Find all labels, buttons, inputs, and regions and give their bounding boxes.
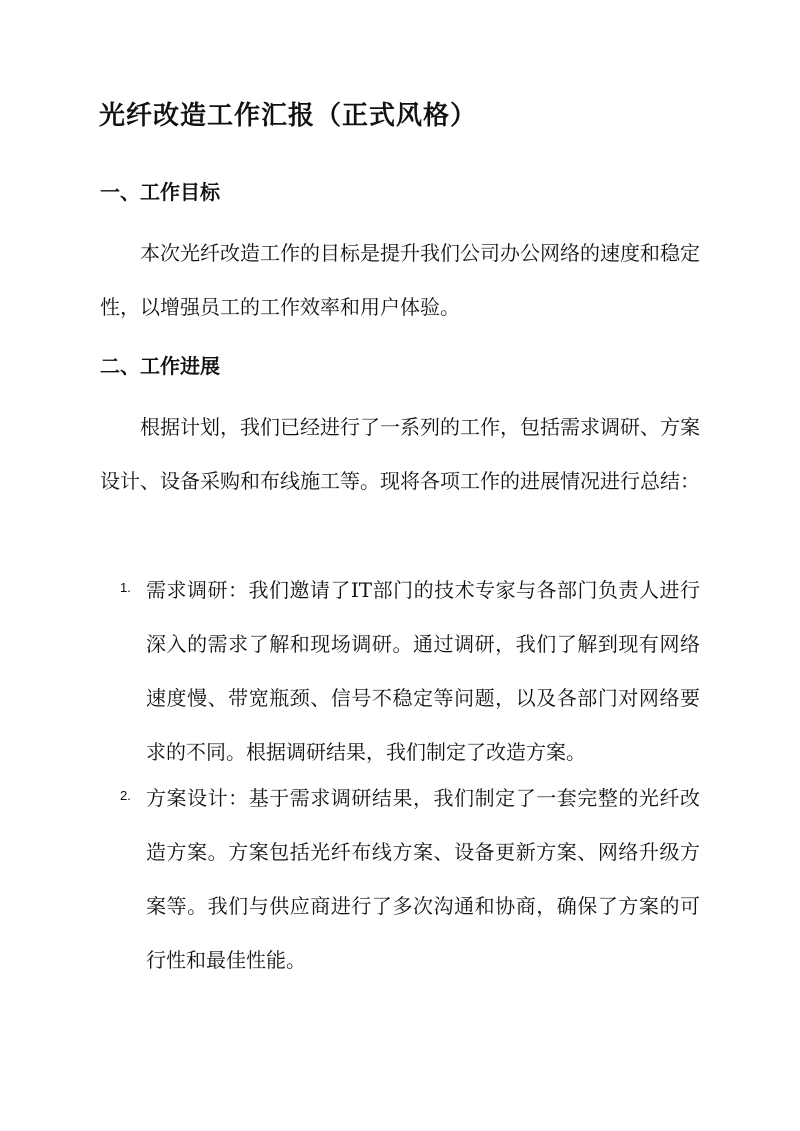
list-item-number: 2. <box>120 788 131 803</box>
document-title: 光纤改造工作汇报（正式风格） <box>99 101 478 131</box>
section-heading-goals: 一、工作目标 <box>100 180 220 204</box>
list-item-text: 方案设计：基于需求调研结果，我们制定了一套完整的光纤改造方案。方案包括光纤布线方案、设备更新方案、网络升级方案等。我们与供应商进行了多次沟通和协商，确保了方案的可行性和最佳性能。 <box>146 786 700 972</box>
section-heading-progress: 二、工作进展 <box>100 354 220 378</box>
progress-paragraph: 根据计划，我们已经进行了一系列的工作，包括需求调研、方案设计、设备采购和布线施工等。现将各项工作的进展情况进行总结： <box>100 415 700 493</box>
list-item-text: 需求调研：我们邀请了IT部门的技术专家与各部门负责人进行深入的需求了解和现场调研。通过调研，我们了解到现有网络速度慢、带宽瓶颈、信号不稳定等问题，以及各部门对网络要求的不同。根据调研结果，我们制定了改造方案。 <box>146 578 700 764</box>
goals-paragraph: 本次光纤改造工作的目标是提升我们公司办公网络的速度和稳定性，以增强员工的工作效率和用户体验。 <box>100 241 700 319</box>
list-item-requirements <box>120 563 700 779</box>
list-item-design <box>120 771 700 987</box>
list-item-number: 1. <box>120 580 131 595</box>
